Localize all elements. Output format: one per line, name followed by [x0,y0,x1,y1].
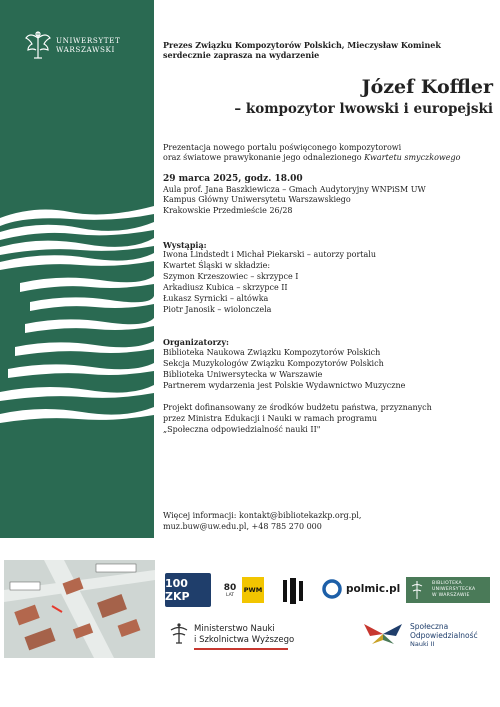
ministry-line-1: Ministerstwo Nauki [194,624,275,634]
funding-line: „Społeczna odpowiedzialność nauki II" [163,425,321,434]
wave-graphic [0,0,154,538]
son-line-2: Odpowiedzialność [410,631,478,640]
venue-line-2: Kampus Główny Uniwersytetu Warszawskiego [163,195,351,204]
pwm-years-sub: LAT [225,592,235,598]
event-date: 29 marca 2025, godz. 18.00 [163,174,303,184]
description-line-2-italic: Kwartetu smyczkowego [364,153,461,162]
polmic-logo-text: polmic.pl [346,583,401,595]
intro-line-1: Prezes Związku Kompozytorów Polskich, Mieczysław Kominek [163,40,441,50]
event-title: Józef Koffler [361,76,493,98]
performer-line: Arkadiusz Kubica – skrzypce II [163,283,288,292]
performer-line: Iwona Lindstedt i Michał Piekarski – autorzy portalu [163,250,376,259]
venue-line-1: Aula prof. Jana Baszkiewicza – Gmach Audytoryjny WNPiSM UW [163,185,426,194]
contact-line-1: Więcej informacji: kontakt@bibliotekazkp.org.pl, [163,511,362,520]
contact-line-2: muz.buw@uw.edu.pl, +48 785 270 000 [163,522,322,531]
buw-emblem-icon [410,580,424,600]
ministry-logo [194,624,294,646]
description-line-1: Prezentacja nowego portalu poświęconego kompozytorowi [163,143,402,152]
description-line-2-text: oraz światowe prawykonanie jego odnalezionego [163,153,365,162]
event-subtitle: – kompozytor lwowski i europejski [234,101,493,117]
organizers-heading: Organizatorzy: [163,337,229,347]
ministry-line-2: i Szkolnictwa Wyższego [194,635,295,645]
ministry-red-line [194,648,288,650]
organizer-line: Biblioteka Uniwersytecka w Warszawie [163,370,323,379]
pwm-logo-text: PWM [243,586,263,594]
description-line-2 [163,153,460,163]
son-line-1: Społeczna [410,622,449,631]
performers-heading: Wystąpią: [163,240,207,250]
buw-line-1: BIBLIOTEKA [432,581,462,586]
venue-line-3: Krakowskie Przedmieście 26/28 [163,206,293,215]
polmic-logo [346,581,402,597]
university-line2: WARSZAWSKI [56,45,115,54]
zkp-100-logo [165,573,211,607]
funding-line: przez Ministra Edukacji i Nauki w ramach programu [163,414,378,423]
bars-logo-icon [282,578,304,604]
son-line-3: Nauki II [410,640,435,648]
organizer-line: Sekcja Muzykologów Związku Kompozytorów Polskich [163,359,384,368]
zkp-logo-text: 100 ZKP [165,577,190,603]
campus-map-image [4,560,155,658]
funding-line: Projekt dofinansowany ze środków budżetu państwa, przyznanych [163,403,432,412]
organizer-line: Partnerem wydarzenia jest Polskie Wydawnictwo Muzyczne [163,381,406,390]
university-eagle-emblem [24,28,52,62]
organizer-line: Biblioteka Naukowa Związku Kompozytorów Polskich [163,348,381,357]
performer-line: Szymon Krzeszowiec – skrzypce I [163,272,299,281]
university-line1: UNIWERSYTET [56,36,121,45]
university-logo-text [56,36,120,54]
performer-line: Łukasz Syrnicki – altówka [163,294,269,303]
son-program-icon [362,622,404,646]
buw-line-3: W WARSZAWIE [432,593,470,598]
intro-line-2: serdecznie zaprasza na wydarzenie [163,50,320,60]
pwm-logo [242,577,264,603]
buw-line-2: UNIWERSYTECKA [432,587,476,592]
pwm-80-badge [222,578,238,602]
performer-line: Piotr Janosik – wiolonczela [163,305,272,314]
pwm-years: 80 [223,582,237,593]
ministry-eagle-icon [168,621,190,647]
performer-line: Kwartet Śląski w składzie: [163,261,271,270]
polmic-circle-icon [322,579,342,599]
son-logo [410,622,478,649]
